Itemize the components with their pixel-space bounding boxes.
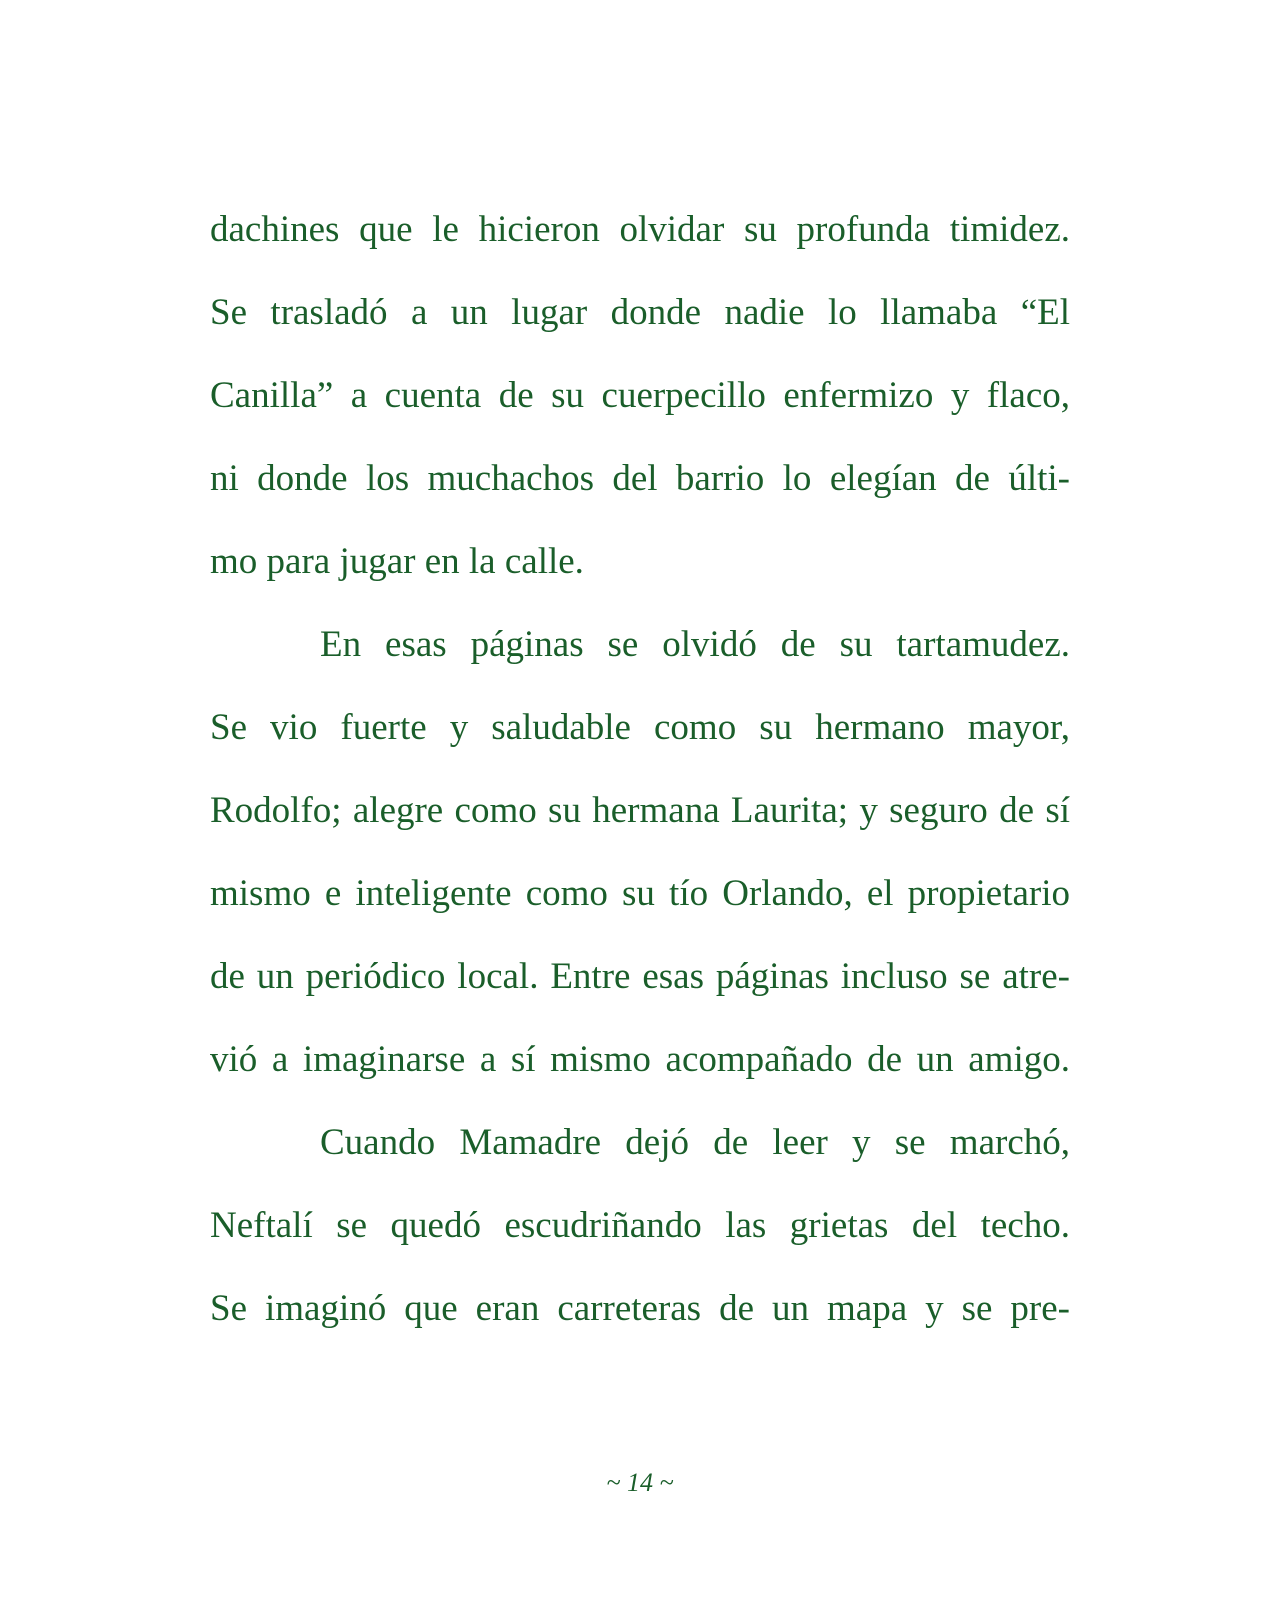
text-line: Neftalí se quedó escudriñando las grietas del techo. bbox=[210, 1205, 1070, 1246]
text-line: Se imaginó que eran carreteras de un mapa y se pre- bbox=[210, 1288, 1070, 1329]
page-number: ~ 14 ~ bbox=[606, 1468, 674, 1497]
text-line: Se vio fuerte y saludable como su hermano mayor, bbox=[210, 707, 1070, 748]
text-line: Cuando Mamadre dejó de leer y se marchó, bbox=[320, 1122, 1070, 1163]
text-line: de un periódico local. Entre esas páginas incluso se atre- bbox=[210, 956, 1070, 997]
text-line: Se trasladó a un lugar donde nadie lo llamaba “El bbox=[210, 292, 1070, 333]
text-line: mismo e inteligente como su tío Orlando, el propietario bbox=[210, 873, 1070, 914]
text-line: Canilla” a cuenta de su cuerpecillo enfermizo y flaco, bbox=[210, 375, 1070, 416]
text-line: Rodolfo; alegre como su hermana Laurita; y seguro de sí bbox=[210, 790, 1070, 831]
text-line: ni donde los muchachos del barrio lo elegían de últi- bbox=[210, 458, 1070, 499]
text-line: dachines que le hicieron olvidar su profunda timidez. bbox=[210, 209, 1070, 250]
text-line: vió a imaginarse a sí mismo acompañado de un amigo. bbox=[210, 1039, 1070, 1080]
text-line: mo para jugar en la calle. bbox=[210, 541, 584, 582]
text-line: En esas páginas se olvidó de su tartamudez. bbox=[320, 624, 1070, 665]
body-text bbox=[210, 200, 1070, 1362]
